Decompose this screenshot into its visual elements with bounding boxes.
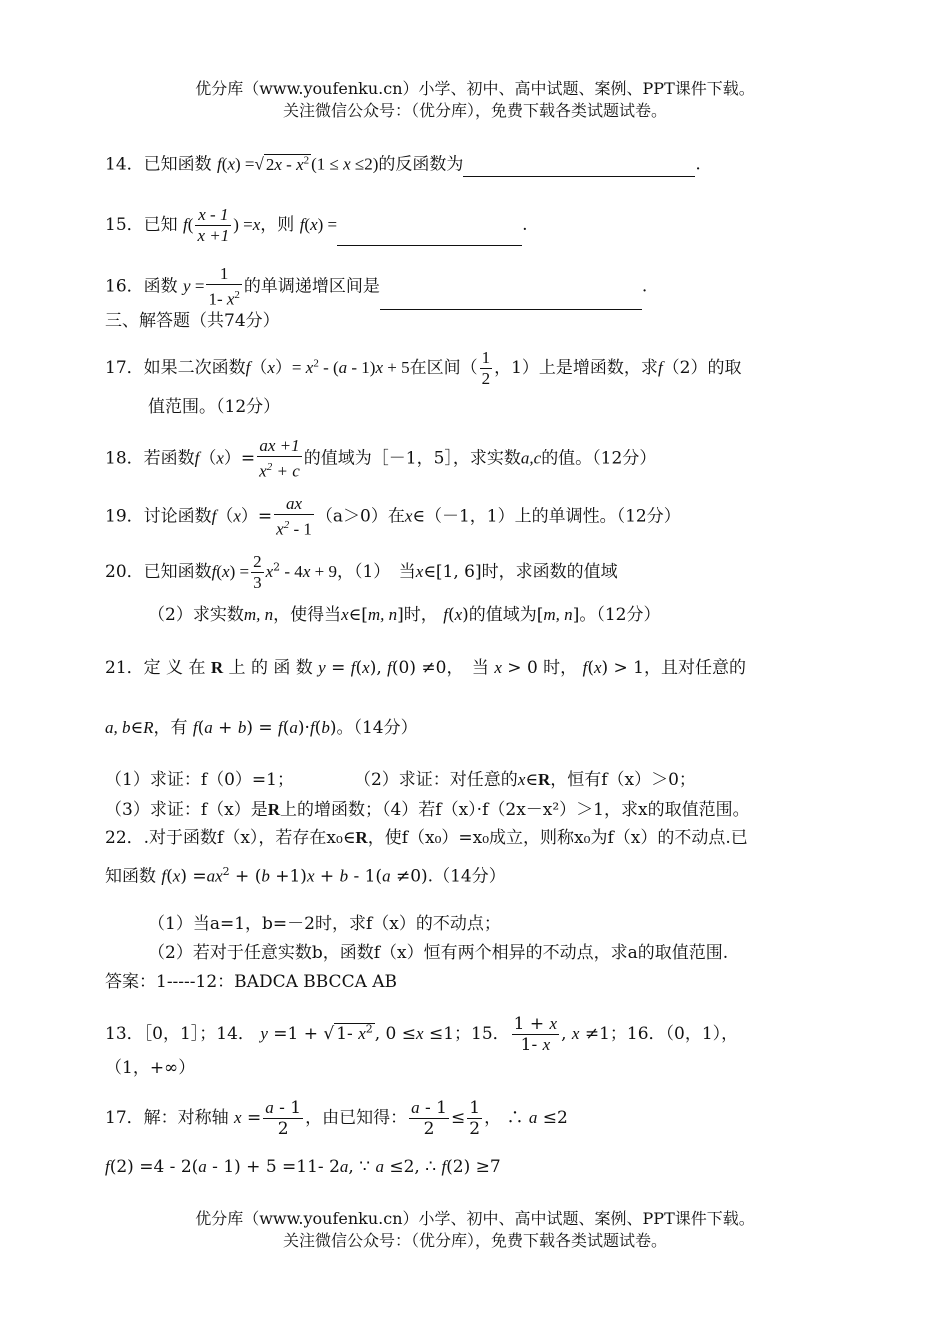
question-17-line-2: 值范围。（12分） <box>148 397 281 417</box>
question-15: 15．已知 f( $\frac{x - 1}{x +1}$ ) =x，则 f(x) = . <box>105 205 528 245</box>
question-21-part-3-4: （3）求证：f（x）是R上的增函数；（4）若f（x）·f（2x－x²）＞1，求x的取值范围。 <box>105 800 750 820</box>
question-21-part-1-2: （1）求证：f（0）=1； （2）求证：对任意的x∈R，恒有f（x）＞0； <box>105 770 696 790</box>
section-3-heading: 三、解答题（共74分） <box>105 311 280 331</box>
answer-blank-15 <box>337 227 522 246</box>
footer-line-2: 关注微信公众号：（优分库），免费下载各类试题试卷。 <box>282 1231 667 1250</box>
answer-17-line-2: f(2) =4 - 2(a - 1) + 5 =11- 2a, ∵ a ≤2, ∴ f(2) ≥7 <box>105 1157 501 1177</box>
question-19: 19．讨论函数f（x）= $\frac{ax}{x^2 - 1}$ （a＞0）在x∈（－1，1）上的单调性。（12分） <box>105 494 681 539</box>
question-21-line-2: a, b∈R，有 f(a + b) = f(a)·f(b)。（14分） <box>105 718 418 738</box>
header-line-2: 关注微信公众号：（优分库），免费下载各类试题试卷。 <box>282 101 667 120</box>
answer-17-line-1: 17．解：对称轴 x = $\frac{a - 1}{2}$ ，由已知得： $\frac{a - 1}{2}$ ≤ $\frac{1}{2}$ ， ∴ a ≤2 <box>105 1098 568 1139</box>
header-line-1: 优分库（www.youfenku.cn）小学、初中、高中试题、案例、PPT课件下载。 <box>195 79 755 98</box>
question-22-part-1: （1）当a=1，b=－2时，求f（x）的不动点； <box>148 914 501 934</box>
answer-blank-14 <box>463 158 695 177</box>
question-21: 21．定 义 在 R 上 的 函 数 y = f(x), f(0) ≠0， 当 x > 0 时， f(x) > 1，且对任意的 <box>105 658 746 678</box>
answers-16-cont: （1，+∞） <box>105 1058 196 1078</box>
question-22-part-2: （2）若对于任意实数b，函数f（x）恒有两个相异的不动点，求a的取值范围. <box>148 943 729 963</box>
question-18: 18．若函数f（x）= $\frac{ax +1}{x^2 + c}$ 的值域为［－1，5］，求实数a,c的值。（12分） <box>105 436 657 481</box>
question-22: 22．.对于函数f（x），若存在x₀∈R，使f（x₀）=x₀成立，则称x₀为f（x）的不动点.已 <box>105 828 748 848</box>
question-20: 20．已知函数f(x) = $\frac{2}{3}$ $x^2 - 4x + 9$，（1） 当x∈[1, 6]时，求函数的值域 <box>105 552 618 592</box>
question-16: 16．函数 y = $\frac{1}{1- x^2}$ 的单调递增区间是 . <box>105 264 648 309</box>
question-17: 17．如果二次函数$f(x)= x^2 - (a - 1)x + 5$在区间（ $\frac{1}{2}$ ，1）上是增函数，求f（2）的取 <box>105 348 742 388</box>
answers-label: 答案：1-----12：BADCA BBCCA AB <box>105 972 398 992</box>
answers-13-16: 13．［0，1］；14． y =1 + √ 1- $x^2$ , 0 ≤x ≤1；15． $\frac{1 + x}{1- x}$ , x ≠1；16．（0，1）， <box>105 1014 739 1055</box>
question-22-line-2: 知函数 $f(x) =ax^2 + (b +1)x + b - 1(a \ne 0).(14$分） <box>105 865 506 887</box>
answer-blank-16 <box>380 291 642 310</box>
footer-line-1: 优分库（www.youfenku.cn）小学、初中、高中试题、案例、PPT课件下载。 <box>195 1209 755 1228</box>
question-20-line-2: （2）求实数m, n，使得当x∈[m, n]时， f(x)的值域为[m, n]。（12分） <box>148 605 661 625</box>
question-14: 14．已知函数 f(x) =√ $2x - x^2$ (1 ≤ x ≤2)的反函数为 . <box>105 154 701 175</box>
